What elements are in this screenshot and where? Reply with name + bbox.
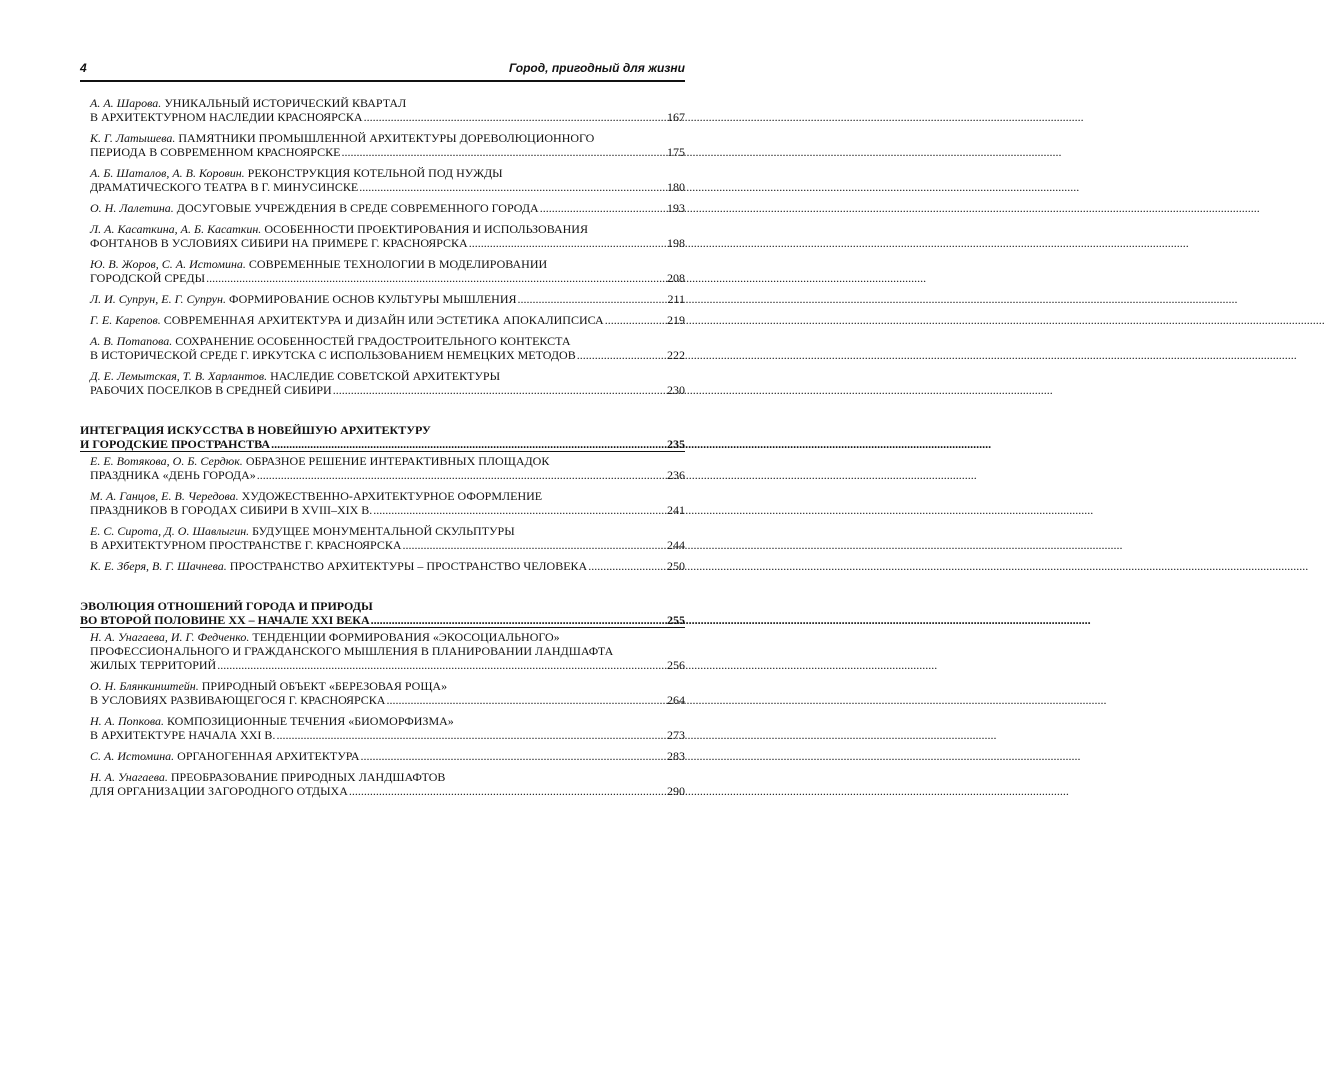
toc-entry-page: 175 bbox=[667, 145, 685, 159]
toc-entry-text bbox=[90, 749, 360, 763]
toc-entry-text bbox=[90, 369, 500, 383]
dot-leader bbox=[333, 383, 666, 397]
toc-entry-authors: Н. А. Унагаева. bbox=[90, 770, 168, 784]
toc-entry bbox=[90, 131, 685, 159]
toc-entry-page: 222 bbox=[667, 348, 685, 362]
toc-entry-text bbox=[90, 348, 576, 362]
toc-entry-authors: Н. А. Унагаева, И. Г. Федченко. bbox=[90, 630, 250, 644]
section-heading bbox=[80, 423, 685, 452]
toc-entry-line bbox=[90, 334, 685, 348]
toc-entry-page: 230 bbox=[667, 383, 685, 397]
toc-entry-title: ДОСУГОВЫЕ УЧРЕЖДЕНИЯ В СРЕДЕ СОВРЕМЕННОГО ГОРОДА bbox=[176, 201, 539, 215]
toc-entry-line bbox=[90, 679, 685, 693]
toc-entry-authors: М. А. Ганцов, Е. В. Чередова. bbox=[90, 489, 239, 503]
toc-entry-page: 198 bbox=[667, 236, 685, 250]
toc-entry-line bbox=[90, 559, 685, 573]
section-page: 255 bbox=[667, 613, 685, 627]
toc-entry-text bbox=[90, 180, 358, 194]
section-title: ВО ВТОРОЙ ПОЛОВИНЕ XX – НАЧАЛЕ XXI ВЕКА bbox=[80, 613, 370, 627]
dot-leader bbox=[276, 728, 666, 742]
toc-entry-page: 211 bbox=[667, 292, 685, 306]
toc-entry-title: ЖИЛЫХ ТЕРРИТОРИЙ bbox=[90, 658, 217, 672]
toc-entry-authors: Л. И. Супрун, Е. Г. Супрун. bbox=[90, 292, 226, 306]
toc-entry-title: ПРАЗДНИКА «ДЕНЬ ГОРОДА» bbox=[90, 468, 256, 482]
toc-entry-line bbox=[90, 369, 685, 383]
toc-entry-page: 273 bbox=[667, 728, 685, 742]
dot-leader bbox=[469, 236, 666, 250]
dot-leader bbox=[577, 348, 666, 362]
toc-entry-page: 236 bbox=[667, 468, 685, 482]
section-title-line bbox=[80, 613, 685, 628]
section-page: 235 bbox=[667, 437, 685, 451]
running-title: Город, пригодный для жизни bbox=[509, 61, 685, 75]
toc-entry-authors: Е. Е. Вотякова, О. Б. Сердюк. bbox=[90, 454, 243, 468]
toc-entry-line bbox=[90, 489, 685, 503]
toc-entry bbox=[90, 770, 685, 798]
toc-entry-line bbox=[90, 222, 685, 236]
toc-entry-line bbox=[90, 201, 685, 215]
toc-entry-line bbox=[90, 524, 685, 538]
toc-entry-page: 208 bbox=[667, 271, 685, 285]
toc-entry bbox=[90, 166, 685, 194]
toc-entry-authors: Е. С. Сирота, Д. О. Шавлыгин. bbox=[90, 524, 250, 538]
toc-entry-text bbox=[90, 236, 468, 250]
dot-leader bbox=[364, 110, 666, 124]
toc-entry-line bbox=[90, 257, 685, 271]
toc-entry bbox=[90, 313, 685, 327]
toc-entry-title: ФОНТАНОВ В УСЛОВИЯХ СИБИРИ НА ПРИМЕРЕ Г. КРАСНОЯРСКА bbox=[90, 236, 468, 250]
toc-entry-line bbox=[90, 538, 685, 552]
toc-entry-text bbox=[90, 257, 547, 271]
toc-entry bbox=[90, 222, 685, 250]
toc-entry-authors: А. Б. Шаталов, А. В. Коровин. bbox=[90, 166, 245, 180]
toc-entry-text bbox=[90, 770, 445, 784]
toc-entry-text bbox=[90, 503, 372, 517]
toc-entry bbox=[90, 714, 685, 742]
toc-entry-title: ПРОФЕССИОНАЛЬНОГО И ГРАЖДАНСКОГО МЫШЛЕНИЯ В ПЛАНИРОВАНИИ ЛАНДШАФТА bbox=[90, 644, 614, 658]
toc-entry-text bbox=[90, 489, 542, 503]
toc-entry-title: ДРАМАТИЧЕСКОГО ТЕАТРА В Г. МИНУСИНСКЕ bbox=[90, 180, 359, 194]
toc-entry-title: ПРЕОБРАЗОВАНИЕ ПРИРОДНЫХ ЛАНДШАФТОВ bbox=[170, 770, 446, 784]
toc-entry-text bbox=[90, 201, 539, 215]
section-title: ЭВОЛЮЦИЯ ОТНОШЕНИЙ ГОРОДА И ПРИРОДЫ bbox=[80, 599, 373, 613]
toc-entry-title: СОВРЕМЕННЫЕ ТЕХНОЛОГИИ В МОДЕЛИРОВАНИИ bbox=[248, 257, 548, 271]
toc-entry-text bbox=[90, 271, 205, 285]
toc-entry-title: В УСЛОВИЯХ РАЗВИВАЮЩЕГОСЯ Г. КРАСНОЯРСКА bbox=[90, 693, 386, 707]
toc-entry-line bbox=[90, 770, 685, 784]
toc-entry-title: ОСОБЕННОСТИ ПРОЕКТИРОВАНИЯ И ИСПОЛЬЗОВАНИЯ bbox=[264, 222, 588, 236]
dot-leader bbox=[540, 201, 666, 215]
toc-entry-title: РЕКОНСТРУКЦИЯ КОТЕЛЬНОЙ ПОД НУЖДЫ bbox=[247, 166, 503, 180]
dot-leader bbox=[371, 613, 666, 627]
toc-entry-title: РАБОЧИХ ПОСЕЛКОВ В СРЕДНЕЙ СИБИРИ bbox=[90, 383, 332, 397]
toc-entry-text bbox=[90, 644, 613, 658]
toc-entry bbox=[90, 334, 685, 362]
toc-entry-authors: К. Г. Латышева. bbox=[90, 131, 176, 145]
toc-entry-authors: О. Н. Лалетина. bbox=[90, 201, 174, 215]
toc-entry-text bbox=[90, 313, 604, 327]
toc-entry bbox=[90, 679, 685, 707]
toc-entry-title: СОХРАНЕНИЕ ОСОБЕННОСТЕЙ ГРАДОСТРОИТЕЛЬНОГО КОНТЕКСТА bbox=[175, 334, 571, 348]
section-title: И ГОРОДСКИЕ ПРОСТРАНСТВА bbox=[80, 437, 271, 451]
toc-entry-authors: К. Е. Зберя, В. Г. Шачнева. bbox=[90, 559, 227, 573]
toc-entry-text bbox=[90, 383, 332, 397]
dot-leader bbox=[386, 693, 666, 707]
toc-entry-line bbox=[90, 271, 685, 285]
dot-leader bbox=[349, 784, 666, 798]
toc-entry bbox=[90, 630, 685, 672]
toc-entry-line bbox=[90, 503, 685, 517]
dot-leader bbox=[588, 559, 666, 573]
toc-entry-line bbox=[90, 749, 685, 763]
dot-leader bbox=[206, 271, 666, 285]
toc-entry-text bbox=[90, 630, 560, 644]
toc-entry-text bbox=[90, 714, 454, 728]
toc-entry-text bbox=[90, 145, 340, 159]
toc-entry-title: ГОРОДСКОЙ СРЕДЫ bbox=[90, 271, 206, 285]
toc-entry-text bbox=[90, 166, 503, 180]
dot-leader bbox=[403, 538, 666, 552]
toc-entry-title: ПАМЯТНИКИ ПРОМЫШЛЕННОЙ АРХИТЕКТУРЫ ДОРЕВОЛЮЦИОННОГО bbox=[178, 131, 595, 145]
toc-entry-text bbox=[90, 222, 588, 236]
toc-entry-title: ОРГАНОГЕННАЯ АРХИТЕКТУРА bbox=[177, 749, 360, 763]
dot-leader bbox=[373, 503, 666, 517]
toc-entry bbox=[90, 201, 685, 215]
toc-entry-line bbox=[90, 236, 685, 250]
section-title-line bbox=[80, 599, 685, 613]
section-title-line bbox=[80, 437, 685, 452]
toc-entry-line bbox=[90, 630, 685, 644]
toc-entry bbox=[90, 292, 685, 306]
dot-leader bbox=[341, 145, 666, 159]
toc-entry-line bbox=[90, 166, 685, 180]
toc-entry bbox=[90, 524, 685, 552]
toc-entry-page: 244 bbox=[667, 538, 685, 552]
toc-entry-title: КОМПОЗИЦИОННЫЕ ТЕЧЕНИЯ «БИОМОРФИЗМА» bbox=[166, 714, 454, 728]
dot-leader bbox=[359, 180, 666, 194]
toc-entry-title: БУДУЩЕЕ МОНУМЕНТАЛЬНОЙ СКУЛЬПТУРЫ bbox=[252, 524, 515, 538]
toc-entry-page: 167 bbox=[667, 110, 685, 124]
toc-entry-line bbox=[90, 292, 685, 306]
toc-entry-text bbox=[90, 658, 216, 672]
toc-entry-authors: Г. Е. Карепов. bbox=[90, 313, 161, 327]
toc-entry-text bbox=[90, 538, 402, 552]
toc-entry-text bbox=[90, 559, 587, 573]
toc-entry-text bbox=[90, 728, 275, 742]
toc-entry bbox=[90, 369, 685, 397]
dot-leader bbox=[217, 658, 666, 672]
toc-entry bbox=[90, 454, 685, 482]
toc-entry-title: УНИКАЛЬНЫЙ ИСТОРИЧЕСКИЙ КВАРТАЛ bbox=[164, 96, 407, 110]
toc-entry-title: ХУДОЖЕСТВЕННО-АРХИТЕКТУРНОЕ ОФОРМЛЕНИЕ bbox=[241, 489, 543, 503]
toc-entry-page: 193 bbox=[667, 201, 685, 215]
toc-entry-title: СОВРЕМЕННАЯ АРХИТЕКТУРА И ДИЗАЙН ИЛИ ЭСТЕТИКА АПОКАЛИПСИСА bbox=[163, 313, 604, 327]
toc-entry bbox=[90, 489, 685, 517]
toc-entry-line bbox=[90, 348, 685, 362]
dot-leader bbox=[257, 468, 666, 482]
toc-entry-line bbox=[90, 96, 685, 110]
toc-entry-line bbox=[90, 728, 685, 742]
section-title-line bbox=[80, 423, 685, 437]
toc-entry-authors: Л. А. Касаткина, А. Б. Касаткин. bbox=[90, 222, 262, 236]
toc-entry-page: 283 bbox=[667, 749, 685, 763]
toc-entry-title: В АРХИТЕКТУРЕ НАЧАЛА XXI В. bbox=[90, 728, 276, 742]
toc-entry-line bbox=[90, 454, 685, 468]
toc-entry-title: ОБРАЗНОЕ РЕШЕНИЕ ИНТЕРАКТИВНЫХ ПЛОЩАДОК bbox=[245, 454, 550, 468]
section-title: ИНТЕГРАЦИЯ ИСКУССТВА В НОВЕЙШУЮ АРХИТЕКТУРУ bbox=[80, 423, 431, 437]
toc-entry-line bbox=[90, 693, 685, 707]
toc-entry-authors: А. В. Потапова. bbox=[90, 334, 173, 348]
toc-entry-authors: Д. Е. Лемытская, Т. В. Харлантов. bbox=[90, 369, 268, 383]
toc-entry-line bbox=[90, 658, 685, 672]
toc-entry-page: 250 bbox=[667, 559, 685, 573]
dot-leader bbox=[361, 749, 666, 763]
toc-entry-text bbox=[90, 334, 571, 348]
toc-entry-title: В АРХИТЕКТУРНОМ НАСЛЕДИИ КРАСНОЯРСКА bbox=[90, 110, 363, 124]
toc-entry-title: ДЛЯ ОРГАНИЗАЦИИ ЗАГОРОДНОГО ОТДЫХА bbox=[90, 784, 348, 798]
toc-entry-page: 180 bbox=[667, 180, 685, 194]
toc-entry-title: ПЕРИОДА В СОВРЕМЕННОМ КРАСНОЯРСКЕ bbox=[90, 145, 341, 159]
section-heading bbox=[80, 599, 685, 628]
toc-entry-text bbox=[90, 454, 549, 468]
toc-entry-title: В ИСТОРИЧЕСКОЙ СРЕДЕ Г. ИРКУТСКА С ИСПОЛЬЗОВАНИЕМ НЕМЕЦКИХ МЕТОДОВ bbox=[90, 348, 576, 362]
toc-entry-text bbox=[90, 784, 348, 798]
toc-entry-text bbox=[90, 693, 385, 707]
dot-leader bbox=[518, 292, 667, 306]
toc-entry-line bbox=[90, 468, 685, 482]
dot-leader bbox=[605, 313, 666, 327]
toc-entry-line bbox=[90, 644, 685, 658]
toc-entry-text bbox=[90, 292, 517, 306]
toc-entry-line bbox=[90, 131, 685, 145]
toc-entry-title: НАСЛЕДИЕ СОВЕТСКОЙ АРХИТЕКТУРЫ bbox=[270, 369, 501, 383]
toc-entry-authors: О. Н. Блянкинштейн. bbox=[90, 679, 199, 693]
toc-entry-line bbox=[90, 110, 685, 124]
toc-entry-page: 290 bbox=[667, 784, 685, 798]
page-number: 4 bbox=[80, 61, 87, 75]
toc-entry-page: 256 bbox=[667, 658, 685, 672]
toc-entry bbox=[90, 96, 685, 124]
toc-entry-line bbox=[90, 784, 685, 798]
toc-entry-line bbox=[90, 383, 685, 397]
toc-entry-text bbox=[90, 96, 406, 110]
toc-entry-title: ПРОСТРАНСТВО АРХИТЕКТУРЫ – ПРОСТРАНСТВО ЧЕЛОВЕКА bbox=[229, 559, 588, 573]
toc-entry-page: 219 bbox=[667, 313, 685, 327]
toc-entry-text bbox=[90, 131, 594, 145]
toc-entry-line bbox=[90, 145, 685, 159]
toc-entry-title: ТЕНДЕНЦИИ ФОРМИРОВАНИЯ «ЭКОСОЦИАЛЬНОГО» bbox=[252, 630, 560, 644]
toc-entry-title: В АРХИТЕКТУРНОМ ПРОСТРАНСТВЕ Г. КРАСНОЯРСКА bbox=[90, 538, 402, 552]
toc-entry-text bbox=[90, 679, 447, 693]
toc-entry bbox=[90, 257, 685, 285]
toc-entry-line bbox=[90, 180, 685, 194]
toc-entry-text bbox=[90, 468, 256, 482]
toc-entry-page: 264 bbox=[667, 693, 685, 707]
toc-entry-title: ФОРМИРОВАНИЕ ОСНОВ КУЛЬТУРЫ МЫШЛЕНИЯ bbox=[228, 292, 517, 306]
toc-entry-line bbox=[90, 313, 685, 327]
toc-entry-text bbox=[90, 524, 515, 538]
table-of-contents bbox=[80, 96, 685, 805]
toc-entry bbox=[90, 559, 685, 573]
toc-entry-page: 241 bbox=[667, 503, 685, 517]
page-header bbox=[80, 58, 685, 82]
toc-entry-title: ПРИРОДНЫЙ ОБЪЕКТ «БЕРЕЗОВАЯ РОЩА» bbox=[201, 679, 448, 693]
toc-entry-authors: Ю. В. Жоров, С. А. Истомина. bbox=[90, 257, 246, 271]
toc-entry-authors: Н. А. Попкова. bbox=[90, 714, 164, 728]
toc-entry bbox=[90, 749, 685, 763]
toc-entry-text bbox=[90, 110, 363, 124]
toc-entry-title: ПРАЗДНИКОВ В ГОРОДАХ СИБИРИ В XVIII–XIX В. bbox=[90, 503, 373, 517]
toc-entry-authors: А. А. Шарова. bbox=[90, 96, 162, 110]
dot-leader bbox=[271, 437, 666, 451]
toc-entry-line bbox=[90, 714, 685, 728]
toc-entry-authors: С. А. Истомина. bbox=[90, 749, 175, 763]
